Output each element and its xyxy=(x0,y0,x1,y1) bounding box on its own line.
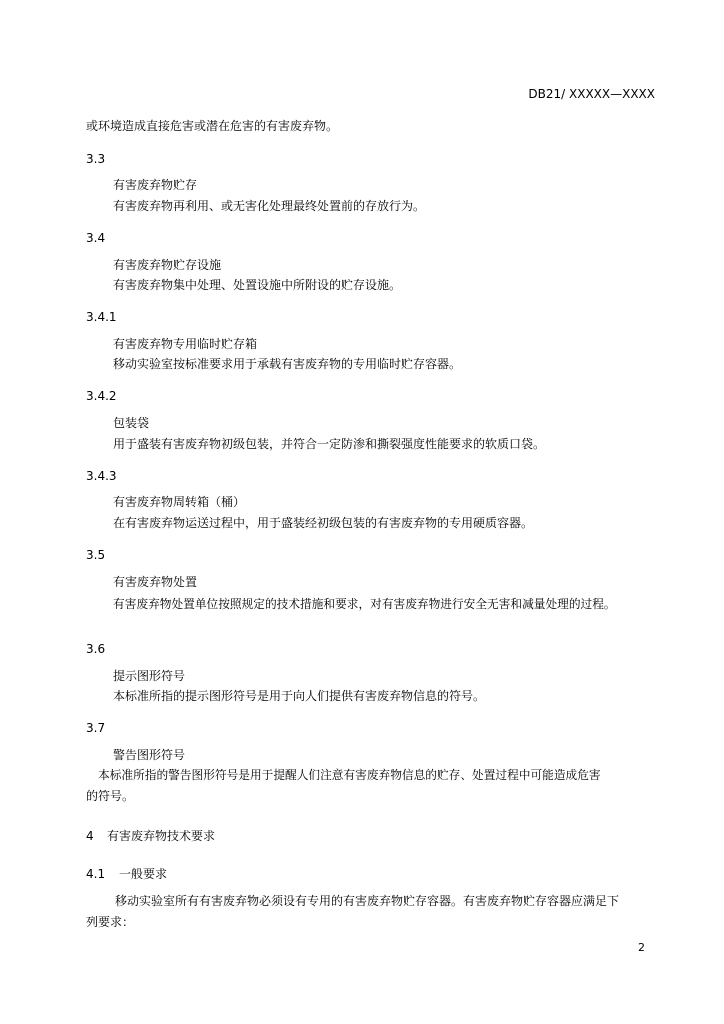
paragraph: 移动实验室所有有害废弃物必须设有专用的有害废弃物贮存容器。有害废弃物贮存容器应满足下 xyxy=(115,894,620,908)
page-number: 2 xyxy=(638,941,645,954)
term-title: 有害废弃物贮存 xyxy=(113,178,198,192)
section-title: 有害废弃物技术要求 xyxy=(107,829,216,843)
paragraph-continued: 列要求： xyxy=(86,915,135,929)
term-title: 有害废弃物专用临时贮存箱 xyxy=(113,337,258,351)
term-definition: 本标准所指的提示图形符号是用于向人们提供有害废弃物信息的符号。 xyxy=(113,689,486,703)
term-definition: 在有害废弃物运送过程中，用于盛装经初级包装的有害废弃物的专用硬质容器。 xyxy=(113,516,534,530)
term-definition: 移动实验室按标准要求用于承载有害废弃物的专用临时贮存容器。 xyxy=(113,357,462,371)
clause-number: 3.4.3 xyxy=(86,469,117,483)
subsection-number: 4.1 xyxy=(86,867,106,881)
section-number: 4 xyxy=(86,829,94,843)
clause-number: 3.5 xyxy=(86,548,106,562)
term-definition: 用于盛装有害废弃物初级包装，并符合一定防渗和撕裂强度性能要求的软质口袋。 xyxy=(113,437,546,451)
term-title: 提示图形符号 xyxy=(113,669,186,683)
term-title: 警告图形符号 xyxy=(113,748,186,762)
subsection-title: 一般要求 xyxy=(119,867,168,881)
term-title: 有害废弃物周转箱（桶） xyxy=(113,495,246,509)
term-definition: 有害废弃物集中处理、处置设施中所附设的贮存设施。 xyxy=(113,278,402,292)
term-title: 有害废弃物贮存设施 xyxy=(113,258,222,272)
clause-number: 3.7 xyxy=(86,721,106,735)
intro-continuation: 或环境造成直接危害或潜在危害的有害废弃物。 xyxy=(86,119,339,133)
term-title: 包装袋 xyxy=(113,416,150,430)
term-definition-continued: 的符号。 xyxy=(86,789,135,803)
clause-number: 3.4 xyxy=(86,231,106,245)
term-definition: 有害废弃物处置单位按照规定的技术措施和要求，对有害废弃物进行安全无害和减量处理的过程。 xyxy=(113,597,616,611)
clause-number: 3.6 xyxy=(86,642,106,656)
clause-number: 3.3 xyxy=(86,152,106,166)
term-definition: 本标准所指的警告图形符号是用于提醒人们注意有害废弃物信息的贮存、处置过程中可能造成危害 xyxy=(98,768,601,782)
clause-number: 3.4.2 xyxy=(86,389,117,403)
term-title: 有害废弃物处置 xyxy=(113,575,198,589)
clause-number: 3.4.1 xyxy=(86,310,117,324)
term-definition: 有害废弃物再利用、或无害化处理最终处置前的存放行为。 xyxy=(113,199,426,213)
page-header: DB21/ XXXXX—XXXX xyxy=(528,87,655,101)
